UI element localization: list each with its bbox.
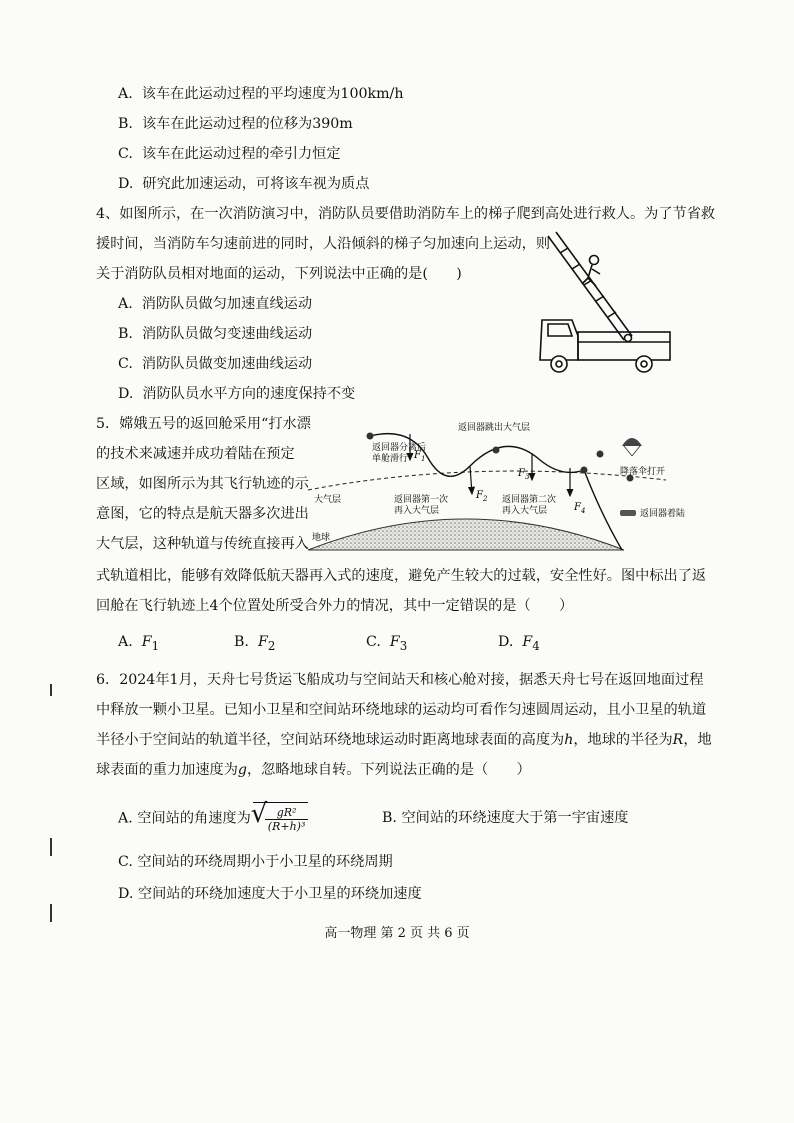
label-f2: $F_2$ <box>476 490 488 503</box>
margin-mark <box>50 684 52 696</box>
q4-stem-line-2: 援时间，当消防车匀速前进的同时，人沿倾斜的梯子匀加速向上运动，则 <box>96 236 551 252</box>
q4-option-a: A. 消防队员做匀加速直线运动 <box>118 296 313 312</box>
q6-option-c: C. 空间站的环绕周期小于小卫星的环绕周期 <box>118 854 393 870</box>
label-f4: $F_4$ <box>574 502 586 515</box>
label-atmosphere: 大气层 <box>314 495 342 505</box>
fire-truck-figure <box>532 228 682 378</box>
q4-stem-line-3: 关于消防队员相对地面的运动，下列说法中正确的是( ) <box>96 266 462 282</box>
skip-reentry-figure <box>306 418 686 560</box>
label-separate: 返回器分离后 <box>372 443 427 453</box>
margin-mark <box>50 838 52 856</box>
q5-stem-line-1: 5．嫦娥五号的返回舱采用“打水漂 <box>96 416 311 432</box>
label-reentry-2a: 返回器第二次 <box>502 495 557 505</box>
q5-stem-line-2: 的技术来减速并成功着陆在预定 <box>96 446 295 462</box>
q4-stem-line-1: 4、如图所示，在一次消防演习中，消防队员要借助消防车上的梯子爬到高处进行救人。为了节省救 <box>96 206 716 222</box>
label-parachute: 降落伞打开 <box>620 467 666 477</box>
q5-stem-line-3: 区域，如图所示为其飞行轨迹的示 <box>96 476 309 492</box>
q5-stem-line-5: 大气层，这种轨道与传统直接再入 <box>96 536 309 552</box>
q5-stem-line-4: 意图，它的特点是航天器多次进出 <box>96 506 309 522</box>
q3-option-d: D. 研究此加速运动，可将该车视为质点 <box>118 176 370 192</box>
label-f3: $F_3$ <box>518 468 530 481</box>
q5-option-a: A. $F_1$ <box>118 634 160 653</box>
q6-option-b: B. 空间站的环绕速度大于第一宇宙速度 <box>382 810 629 826</box>
q4-option-c: C. 消防队员做变加速曲线运动 <box>118 356 313 372</box>
label-skip-out: 返回器跳出大气层 <box>458 423 531 433</box>
q6-stem-line-2: 中释放一颗小卫星。已知小卫星和空间站环绕地球的运动均可看作匀速圆周运动，且小卫星的轨道 <box>96 702 707 718</box>
q4-option-d: D. 消防队员水平方向的速度保持不变 <box>118 386 356 402</box>
label-reentry-2b: 再入大气层 <box>502 506 548 516</box>
label-glide: 单舱滑行 <box>372 454 409 464</box>
q5-option-c: C. $F_3$ <box>366 634 408 653</box>
q3-option-c: C. 该车在此运动过程的牵引力恒定 <box>118 146 341 162</box>
q5-stem-line-6: 式轨道相比，能够有效降低航天器再入式的速度，避免产生较大的过载，安全性好。图中标出了返 <box>96 568 707 584</box>
q6-stem-line-1: 6．2024年1月，天舟七号货运飞船成功与空间站天和核心舱对接，据悉天舟七号在返回地面过程 <box>96 672 704 688</box>
q6-stem-line-3: 半径小于空间站的轨道半径，空间站环绕地球运动时距离地球表面的高度为h，地球的半径为R，地 <box>96 732 712 748</box>
label-earth: 地球 <box>312 533 331 543</box>
page-footer: 高一物理 第 2 页 共 6 页 <box>324 926 470 941</box>
q6-stem-line-4: 球表面的重力加速度为g，忽略地球自转。下列说法正确的是（ ） <box>96 762 531 778</box>
margin-mark <box>50 904 52 922</box>
q5-option-d: D. $F_4$ <box>498 634 540 653</box>
label-reentry-1a: 返回器第一次 <box>394 495 449 505</box>
q6-option-d: D. 空间站的环绕加速度大于小卫星的环绕加速度 <box>118 886 422 902</box>
q5-option-b: B. $F_2$ <box>234 634 276 653</box>
label-reentry-1b: 再入大气层 <box>394 506 440 516</box>
q3-option-b: B. 该车在此运动过程的位移为390m <box>118 116 353 132</box>
label-landing: 返回器着陆 <box>640 509 686 519</box>
q5-stem-line-7: 回舱在飞行轨迹上4个位置处所受合外力的情况，其中一定错误的是（ ） <box>96 598 574 614</box>
q4-option-b: B. 消防队员做匀变速曲线运动 <box>118 326 313 342</box>
q3-option-a: A. 该车在此运动过程的平均速度为100km/h <box>118 86 404 102</box>
q6-option-a: A. 空间站的角速度为 √ $\frac{\text{gR²}}{\text{(R+h)³}}$ <box>118 802 308 835</box>
label-f1: $F_1$ <box>414 450 426 463</box>
